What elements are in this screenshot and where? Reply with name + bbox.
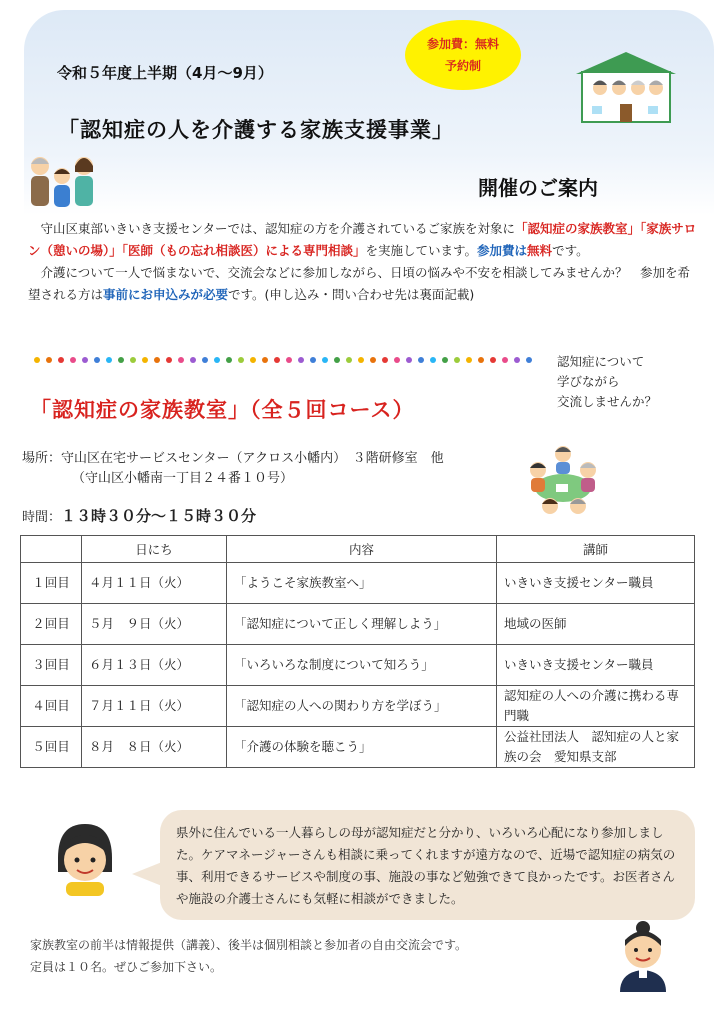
footer-line-1: 家族教室の前半は情報提供（講義）、後半は個別相談と参加者の自由交流会です。 xyxy=(30,938,468,952)
divider-dot xyxy=(94,357,100,363)
table-row xyxy=(21,645,695,686)
fee-line: 参加費：無料 xyxy=(426,37,499,51)
divider-dot xyxy=(34,357,40,363)
divider-dot xyxy=(358,357,364,363)
date-cell: ５月 ９日（火） xyxy=(82,604,227,645)
divider-dot xyxy=(286,357,292,363)
venue-line: 場所：守山区在宅サービスセンター（アクロス小幡内） ３階研修室 他 xyxy=(22,451,444,466)
testimonial-text: 県外に住んでいる一人暮らしの母が認知症だと分かり、いろいろ心配になり参加しました。ケアマネージャーさんも相談に乗ってくれますが遠方なので、近場で認知症の病気の事、利用できるサービスや制度の事、施設の事など勉強できて良かったです。お医者さんや施設の介護士さんにも気軽に相談ができました。 xyxy=(176,825,676,906)
guidance-heading: 開催のご案内 xyxy=(478,176,598,200)
table-row xyxy=(21,563,695,604)
divider-dot xyxy=(334,357,340,363)
content-cell: 「いろいろな制度について知ろう」 xyxy=(227,645,497,686)
divider-dot xyxy=(346,357,352,363)
staff-woman-icon xyxy=(614,920,672,992)
table-header-row xyxy=(21,536,695,563)
fee-badge xyxy=(405,20,521,90)
content-cell: 「介護の体験を聴こう」 xyxy=(227,727,497,768)
header-date: 日にち xyxy=(82,536,227,563)
house-with-people-icon xyxy=(576,52,676,124)
divider-dot xyxy=(238,357,244,363)
period-label: 令和５年度上半期（4月～9月） xyxy=(57,64,273,82)
lecturer-cell: 公益社団法人 認知症の人と家族の会 愛知県支部 xyxy=(497,727,695,768)
divider-dot xyxy=(478,357,484,363)
discussion-table-icon xyxy=(522,440,604,522)
address-line: （守山区小幡南一丁目２４番１０号） xyxy=(72,471,294,486)
date-cell: ４月１１日（火） xyxy=(82,563,227,604)
divider-dot xyxy=(178,357,184,363)
divider-dot xyxy=(274,357,280,363)
session-cell: ２回目 xyxy=(21,604,82,645)
dotted-divider xyxy=(34,357,534,365)
header-session xyxy=(21,536,82,563)
intro-paragraph-1: 守山区東部いきいき支援センターでは、認知症の方を介護されているご家族を対象に「認知症の家族教室」「家族サロン（憩いの場）」「医師（もの忘れ相談医）による専門相談」を実施しています。参加費は無料です。 xyxy=(28,221,697,258)
divider-dot xyxy=(430,357,436,363)
divider-dot xyxy=(514,357,520,363)
divider-dot xyxy=(370,357,376,363)
lecturer-cell: 認知症の人への介護に携わる専門職 xyxy=(497,686,695,727)
divider-dot xyxy=(142,357,148,363)
divider-dot xyxy=(322,357,328,363)
header-lecturer: 講師 xyxy=(497,536,695,563)
divider-dot xyxy=(118,357,124,363)
date-cell: ７月１１日（火） xyxy=(82,686,227,727)
content-cell: 「ようこそ家族教室へ」 xyxy=(227,563,497,604)
date-cell: ８月 ８日（火） xyxy=(82,727,227,768)
woman-face-icon xyxy=(52,822,118,896)
time-value: １３時３０分～１５時３０分 xyxy=(61,507,257,525)
divider-dot xyxy=(454,357,460,363)
divider-dot xyxy=(418,357,424,363)
footer-note xyxy=(30,934,467,978)
divider-dot xyxy=(202,357,208,363)
divider-dot xyxy=(442,357,448,363)
divider-dot xyxy=(106,357,112,363)
divider-dot xyxy=(226,357,232,363)
divider-dot xyxy=(82,357,88,363)
intro-text xyxy=(28,218,698,306)
divider-dot xyxy=(298,357,304,363)
session-cell: ５回目 xyxy=(21,727,82,768)
table-row xyxy=(21,686,695,727)
course-title: 「認知症の家族教室」（全５回コース） xyxy=(30,398,415,422)
divider-dot xyxy=(190,357,196,363)
divider-dot xyxy=(394,357,400,363)
session-cell: ４回目 xyxy=(21,686,82,727)
divider-dot xyxy=(154,357,160,363)
table-row xyxy=(21,604,695,645)
side-note: 認知症について 学びながら 交流しませんか？ xyxy=(557,354,658,409)
content-cell: 「認知症について正しく理解しよう」 xyxy=(227,604,497,645)
intro-paragraph-2: 介護について一人で悩まないで、交流会などに参加しながら、日頃の悩みや不安を相談してみませんか？ 参加を希望される方は事前にお申込みが必要です。(申し込み・問い合わせ先は裏面記載) xyxy=(28,265,691,302)
venue-info xyxy=(22,449,444,489)
table-row xyxy=(21,727,695,768)
divider-dot xyxy=(46,357,52,363)
lecturer-cell: いきいき支援センター職員 xyxy=(497,645,695,686)
family-group-icon xyxy=(22,150,102,210)
divider-dot xyxy=(262,357,268,363)
time-label: 時間： xyxy=(22,510,62,525)
session-cell: ３回目 xyxy=(21,645,82,686)
lecturer-cell: 地域の医師 xyxy=(497,604,695,645)
divider-dot xyxy=(466,357,472,363)
header-content: 内容 xyxy=(227,536,497,563)
divider-dot xyxy=(502,357,508,363)
page-title: 「認知症の人を介護する家族支援事業」 xyxy=(58,118,454,142)
footer-line-2: 定員は１０名。ぜひご参加下さい。 xyxy=(30,960,223,974)
divider-dot xyxy=(70,357,76,363)
divider-dot xyxy=(58,357,64,363)
divider-dot xyxy=(526,357,532,363)
session-cell: １回目 xyxy=(21,563,82,604)
divider-dot xyxy=(490,357,496,363)
divider-dot xyxy=(406,357,412,363)
reservation-line: 予約制 xyxy=(444,59,481,73)
divider-dot xyxy=(130,357,136,363)
divider-dot xyxy=(166,357,172,363)
speech-bubble-tail xyxy=(132,862,162,886)
time-info xyxy=(22,505,256,526)
divider-dot xyxy=(214,357,220,363)
divider-dot xyxy=(250,357,256,363)
content-cell: 「認知症の人への関わり方を学ぼう」 xyxy=(227,686,497,727)
date-cell: ６月１３日（火） xyxy=(82,645,227,686)
lecturer-cell: いきいき支援センター職員 xyxy=(497,563,695,604)
divider-dot xyxy=(310,357,316,363)
divider-dot xyxy=(382,357,388,363)
schedule-table xyxy=(20,535,695,768)
